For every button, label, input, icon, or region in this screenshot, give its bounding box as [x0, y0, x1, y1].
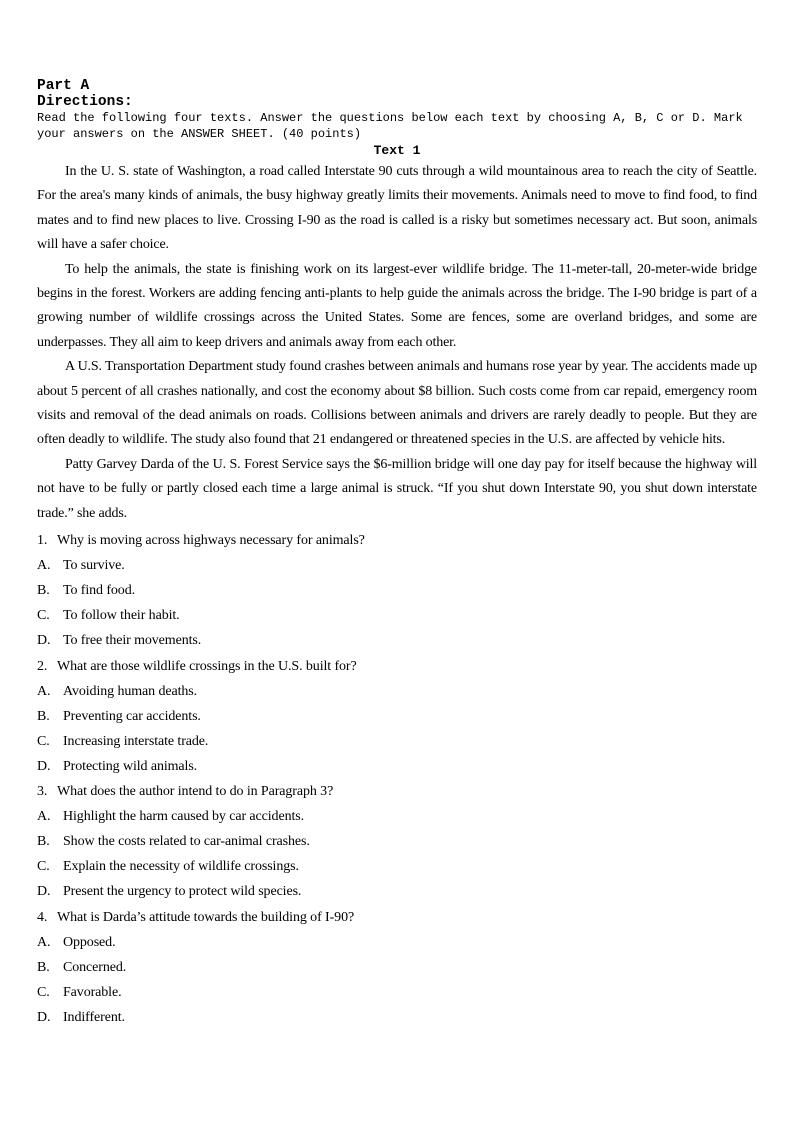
question-2-number: 2. — [37, 658, 48, 674]
option-a-text: Highlight the harm caused by car accidents. — [63, 809, 305, 825]
question-4-option-c — [37, 980, 757, 1005]
question-3-option-d — [37, 879, 757, 904]
option-a-text: Opposed. — [63, 934, 116, 950]
question-4-text: What is Darda’s attitude towards the building of I-90? — [57, 909, 355, 925]
part-label: Part A — [37, 78, 90, 94]
option-b-text: Show the costs related to car-animal crashes. — [63, 834, 310, 850]
option-b-label: B. — [37, 708, 50, 724]
questions-section — [37, 528, 757, 1030]
option-b-text: To find food. — [63, 583, 135, 599]
question-4-option-a — [37, 930, 757, 955]
question-3 — [37, 779, 757, 904]
question-1-option-a — [37, 553, 757, 578]
option-b-text: Preventing car accidents. — [63, 708, 201, 724]
question-4-number: 4. — [37, 909, 48, 925]
question-1 — [37, 528, 757, 653]
option-d-text: To free their movements. — [63, 633, 202, 649]
passage — [37, 160, 757, 526]
option-a-label: A. — [37, 809, 51, 825]
option-c-text: To follow their habit. — [63, 608, 180, 624]
question-1-text: Why is moving across highways necessary for animals? — [57, 533, 365, 549]
option-d-label: D. — [37, 1009, 51, 1025]
option-d-label: D. — [37, 758, 51, 774]
passage-paragraph-4: Patty Garvey Darda of the U. S. Forest Service says the $6-million bridge will one day pay for itself because the highway will not have to be fully or partly closed each time a large animal is struck. “If you shut down Interstate 90, you shut down interstate trade.” she adds. — [37, 456, 757, 521]
question-4-option-d — [37, 1005, 757, 1030]
question-1-option-c — [37, 603, 757, 628]
option-d-label: D. — [37, 884, 51, 900]
option-d-label: D. — [37, 633, 51, 649]
question-1-option-d — [37, 628, 757, 653]
passage-paragraph-1: In the U. S. state of Washington, a road called Interstate 90 cuts through a wild mountainous area to reach the city of Seattle. For the area's many kinds of animals, the busy highway greatly limits their movements. Animals need to move to find food, to find mates and to find new places to live. Crossing I-90 as the road is called is a risky but sometimes necessary act. But soon, animals will have a safer choice. — [37, 164, 757, 253]
question-2 — [37, 654, 757, 779]
passage-paragraph-3: A U.S. Transportation Department study found crashes between animals and humans rose year by year. The accidents made up about 5 percent of all crashes nationally, and cost the economy about $8 billion. Such costs come from car repaid, emergency room visits and removal of the dead animals on roads. Collisions between animals and drivers are rarely deadly to people. But they are often deadly to wildlife. The study also found that 21 endangered or threatened species in the U.S. are affected by vehicle hits. — [37, 359, 757, 448]
option-c-text: Explain the necessity of wildlife crossings. — [63, 859, 299, 875]
option-b-label: B. — [37, 834, 50, 850]
question-2-text: What are those wildlife crossings in the U.S. built for? — [57, 658, 357, 674]
text-title: Text 1 — [373, 143, 421, 158]
question-3-option-c — [37, 854, 757, 879]
question-4-option-b — [37, 955, 757, 980]
question-4-stem — [37, 905, 757, 930]
question-2-stem — [37, 654, 757, 679]
question-3-option-a — [37, 804, 757, 829]
option-b-label: B. — [37, 583, 50, 599]
directions-label: Directions: — [37, 94, 133, 110]
question-1-number: 1. — [37, 533, 48, 549]
option-d-text: Present the urgency to protect wild species. — [63, 884, 302, 900]
question-3-text: What does the author intend to do in Paragraph 3? — [57, 784, 334, 800]
option-a-text: Avoiding human deaths. — [63, 683, 198, 699]
option-d-text: Protecting wild animals. — [63, 758, 198, 774]
option-a-label: A. — [37, 934, 51, 950]
question-2-option-b — [37, 704, 757, 729]
option-a-label: A. — [37, 683, 51, 699]
option-c-label: C. — [37, 608, 50, 624]
option-a-text: To survive. — [63, 558, 125, 574]
question-4 — [37, 905, 757, 1030]
question-2-option-d — [37, 754, 757, 779]
question-3-option-b — [37, 829, 757, 854]
option-c-label: C. — [37, 733, 50, 749]
option-d-text: Indifferent. — [63, 1009, 125, 1025]
option-c-label: C. — [37, 859, 50, 875]
question-3-stem — [37, 779, 757, 804]
option-c-text: Increasing interstate trade. — [63, 733, 209, 749]
passage-paragraph-2: To help the animals, the state is finishing work on its largest-ever wildlife bridge. The 11-meter-tall, 20-meter-wide bridge begins in the forest. Workers are adding fencing anti-plants to help guide the animals across the bridge. The I-90 bridge is part of a growing number of wildlife crossings across the United States. Some are fences, some are overland bridges, and some are underpasses. They all aim to keep drivers and animals away from each other. — [37, 261, 757, 350]
question-3-number: 3. — [37, 784, 48, 800]
option-b-label: B. — [37, 959, 50, 975]
question-1-option-b — [37, 578, 757, 603]
option-a-label: A. — [37, 558, 51, 574]
option-c-label: C. — [37, 984, 50, 1000]
option-b-text: Concerned. — [63, 959, 127, 975]
option-c-text: Favorable. — [63, 984, 122, 1000]
question-2-option-a — [37, 679, 757, 704]
directions-text: Read the following four texts. Answer the questions below each text by choosing A, B, C or D. Mark your answers on the ANSWER SHEET. (40 points) — [37, 111, 743, 141]
question-1-stem — [37, 528, 757, 553]
question-2-option-c — [37, 729, 757, 754]
